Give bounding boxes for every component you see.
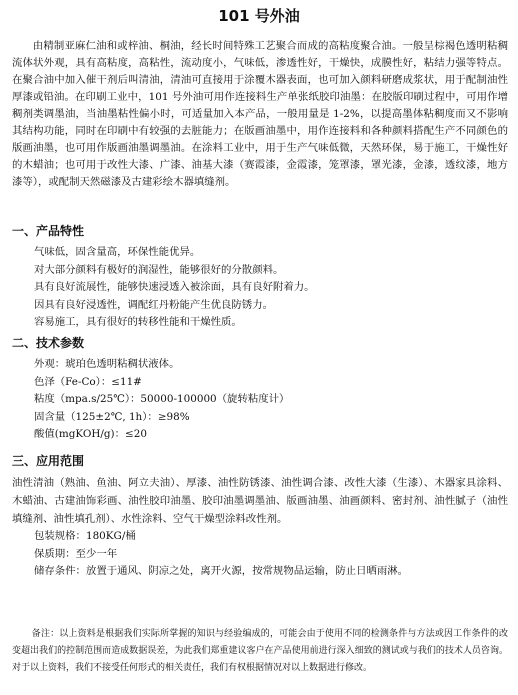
features-item: 因具有良好浸透性，调配红丹粉能产生优良防锈力。 [34, 298, 273, 311]
spec-item: 粘度（mpa.s/25℃）：50000-100000（旋转粘度计） [34, 393, 290, 405]
specs-section [12, 334, 508, 444]
document-title: 101 号外油 [218, 7, 300, 25]
applications-section [12, 452, 508, 581]
applications-text: 油性清油（熟油、鱼油、阿立夫油）、厚漆、油性防锈漆、油性调合漆、改性大漆（生漆）、木器家具涂料、木蜡油、古建油饰彩画、油性胶印油墨、胶印油墨调墨油、版画油墨、油画颜料、密封剂、油性腻子（油性填缝剂、油性填孔剂）、水性涂料、空气干燥型涂料改性剂。 [12, 477, 508, 525]
features-item: 气味低，固含量高，环保性能优异。 [34, 246, 201, 258]
features-section [12, 222, 508, 332]
spec-item: 固含量（125±2℃, 1h）：≥98% [34, 410, 190, 423]
applications-heading: 三、应用范围 [12, 454, 85, 468]
disclaimer-note: 备注：以上资料是根据我们实际所掌握的知识与经验编成的，可能会由于使用不同的检测条件与方法或因工作条件的改变超出我们的控制范围而造成数据误差，为此我们郑重建议客户在产品使用前进行深入细致的测试或与我们的技术人员咨询。对于以上资料，我们不接受任何形式的相关责任，我们有权根据情况对以上数据进行修改。 [12, 629, 508, 673]
spec-item: 色泽（Fe-Co）：≤11# [34, 375, 142, 388]
features-item: 对大部分颜料有极好的润湿性，能够很好的分散颜料。 [34, 263, 284, 276]
spec-item: 酸值(mgKOH/g)：≤20 [34, 428, 147, 440]
applications-item: 保质期：至少一年 [34, 547, 118, 560]
features-item: 具有良好流展性，能够快速浸透入被涂面，具有良好附着力。 [34, 281, 315, 293]
features-heading: 一、产品特性 [12, 224, 85, 238]
features-item: 容易施工，具有很好的转移性能和干燥性质。 [34, 316, 242, 328]
intro-paragraph: 由精制亚麻仁油和或梓油、桐油，经长时间特殊工艺聚合而成的高粘度聚合油。一般呈棕褐色透明粘稠流体状外观，具有高粘度，高粘性，流动度小，气味低，渗透性好，干燥快，成膜性好，粘结力强等特点。在聚合油中加入催干剂后叫清油，清油可直接用于涂覆木器表面，也可加入颜料研磨成浆状，用于配制油性厚漆或铅油。在印刷工业中，101 号外油可用作连接料生产单张纸胶印油墨：在胶版印刷过程中，可用作增稠剂类调墨油，当油墨粘性偏小时，可适量加入本产品，一般用量是 1-2%，以提高墨体粘稠度而又不影响其结构功能，同时在印刷中有较强的去脏能力；在版画油墨中，用作连接料和各种颜料搭配生产不同颜色的版画油墨，也可用作版画油墨调墨油。在涂料工业中，用于生产气味低微，天然环保，易于施工，干燥性好的木蜡油；也可用于改性大漆、广漆、油基大漆（赛霞漆，金霞漆，笼罩漆，罩光漆，金漆，透纹漆，地方漆等），或配制天然磁漆及古建彩绘木器填缝剂。 [12, 40, 508, 188]
applications-item: 包装规格：180KG/桶 [34, 530, 136, 542]
specs-heading: 二、技术参数 [12, 336, 85, 350]
spec-item: 外观：琥珀色透明粘稠状液体。 [34, 358, 180, 370]
applications-item: 储存条件：放置于通风、阴凉之处，离开火源，按常规物品运输，防止日晒雨淋。 [34, 565, 409, 577]
